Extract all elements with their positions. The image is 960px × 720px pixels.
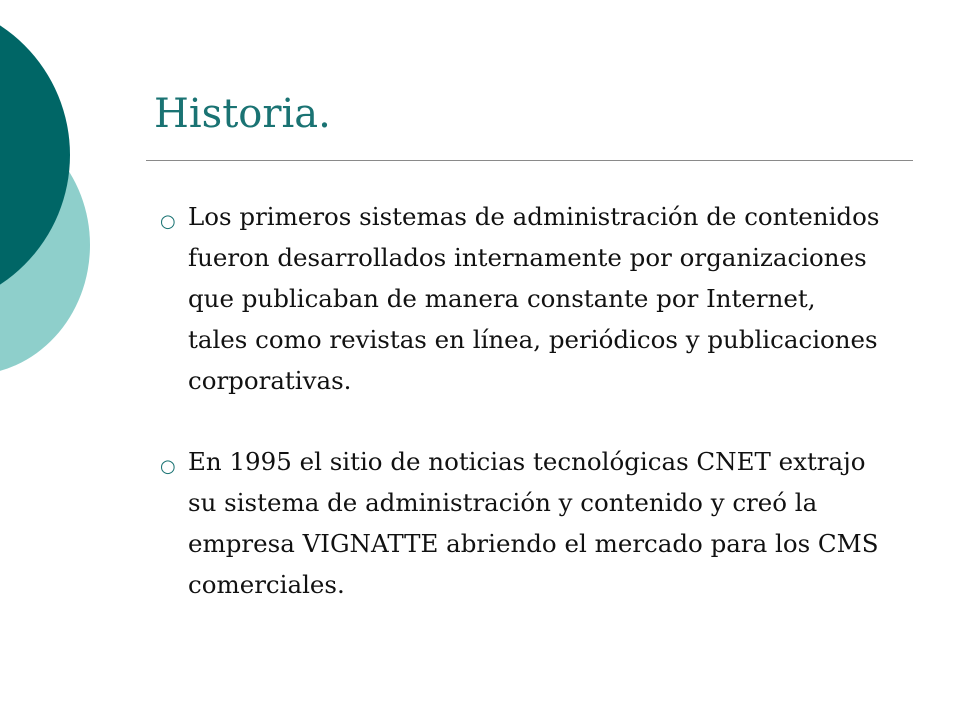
- bullet-item: [160, 196, 880, 401]
- bullet-circle-icon: ○: [160, 456, 176, 477]
- title-divider: [146, 160, 913, 161]
- bullet-circle-icon: ○: [160, 211, 176, 232]
- bullet-list: [160, 196, 880, 645]
- bullet-item: [160, 441, 880, 605]
- bullet-text: Los primeros sistemas de administración de contenidos fueron desarrollados internamente por organizaciones que publicaban de manera constante por Internet, tales como revistas en línea, periódicos y publicaciones corporativas.: [188, 202, 880, 395]
- bullet-text: En 1995 el sitio de noticias tecnológicas CNET extrajo su sistema de administración y contenido y creó la empresa VIGNATTE abriendo el mercado para los CMS comerciales.: [188, 447, 879, 599]
- slide-title: Historia.: [154, 91, 331, 137]
